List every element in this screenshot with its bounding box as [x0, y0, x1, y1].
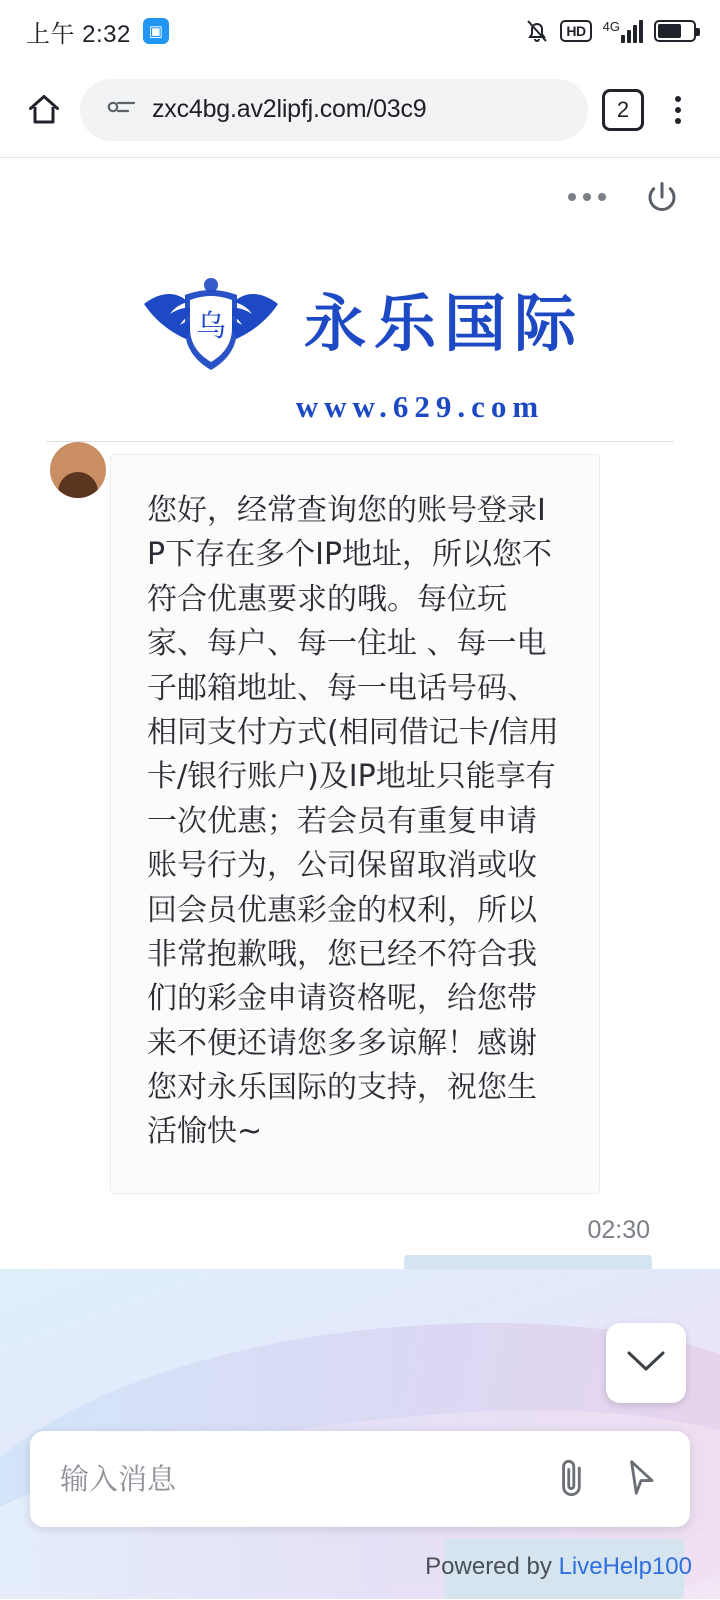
- battery-icon: [654, 20, 696, 42]
- network-label: 4G: [602, 19, 620, 34]
- message-timestamp: 02:30: [587, 1215, 650, 1244]
- header-divider: [46, 441, 674, 442]
- puzzle-icon: ▣: [143, 18, 169, 44]
- status-bar-left: [26, 14, 169, 49]
- more-horizontal-icon[interactable]: [568, 193, 606, 201]
- bell-muted-icon: [525, 18, 549, 44]
- power-icon[interactable]: [644, 179, 680, 215]
- svg-text:乌: 乌: [195, 309, 226, 344]
- status-clock: 上午 2:32: [26, 20, 131, 48]
- web-page: [0, 158, 720, 1599]
- status-bar-right: [525, 18, 696, 44]
- brand-website: www.629.com: [295, 389, 545, 424]
- paperclip-icon[interactable]: [550, 1456, 596, 1502]
- site-settings-icon[interactable]: [104, 94, 138, 125]
- chat-toolbar: [0, 158, 720, 236]
- agent-avatar: [50, 442, 106, 498]
- signal-bars-icon: [603, 19, 643, 43]
- scroll-down-button[interactable]: [606, 1323, 686, 1403]
- message-list: [0, 454, 720, 1359]
- message-bubble-incoming: [110, 454, 600, 1194]
- eagle-crest-logo: [136, 266, 286, 381]
- livehelp-link[interactable]: LiveHelp100: [558, 1553, 692, 1580]
- cursor-arrow-icon[interactable]: [618, 1456, 664, 1502]
- message-input[interactable]: [60, 1462, 528, 1496]
- message-text: 您好，经常查询您的账号登录IP下存在多个IP地址，所以您不符合优惠要求的哦。每位玩家、每户、每一住址 、每一电子邮箱地址、每一电话号码、相同支付方式(相同借记卡/信用卡/银行账户)及IP地址只能享有一次优惠；若会员有重复申请账号行为，公司保留取消或收回会员优惠彩金的权利，所以非常抱歉哦，您已经不符合我们的彩金申请资格呢，给您带来不便还请您多多谅解！感谢您对永乐国际的支持，祝您生活愉快~: [147, 493, 559, 1150]
- signal-bars: [621, 19, 643, 43]
- brand-logo-row: [136, 266, 584, 381]
- status-bar: [0, 0, 720, 62]
- url-text: zxc4bg.av2lipfj.com/03c9: [152, 95, 427, 123]
- kebab-menu-icon[interactable]: [658, 96, 698, 124]
- url-bar[interactable]: [80, 79, 588, 141]
- powered-by-prefix: Powered by: [425, 1553, 559, 1580]
- browser-toolbar: [0, 62, 720, 158]
- powered-by: [425, 1553, 692, 1581]
- hd-badge: HD: [560, 20, 591, 42]
- chevron-down-icon: [623, 1345, 669, 1382]
- tab-count-button[interactable]: 2: [602, 89, 644, 131]
- brand-logo: [0, 236, 720, 435]
- brand-name: 永乐国际: [303, 286, 584, 360]
- home-icon[interactable]: [22, 88, 66, 132]
- message-composer[interactable]: [30, 1431, 690, 1527]
